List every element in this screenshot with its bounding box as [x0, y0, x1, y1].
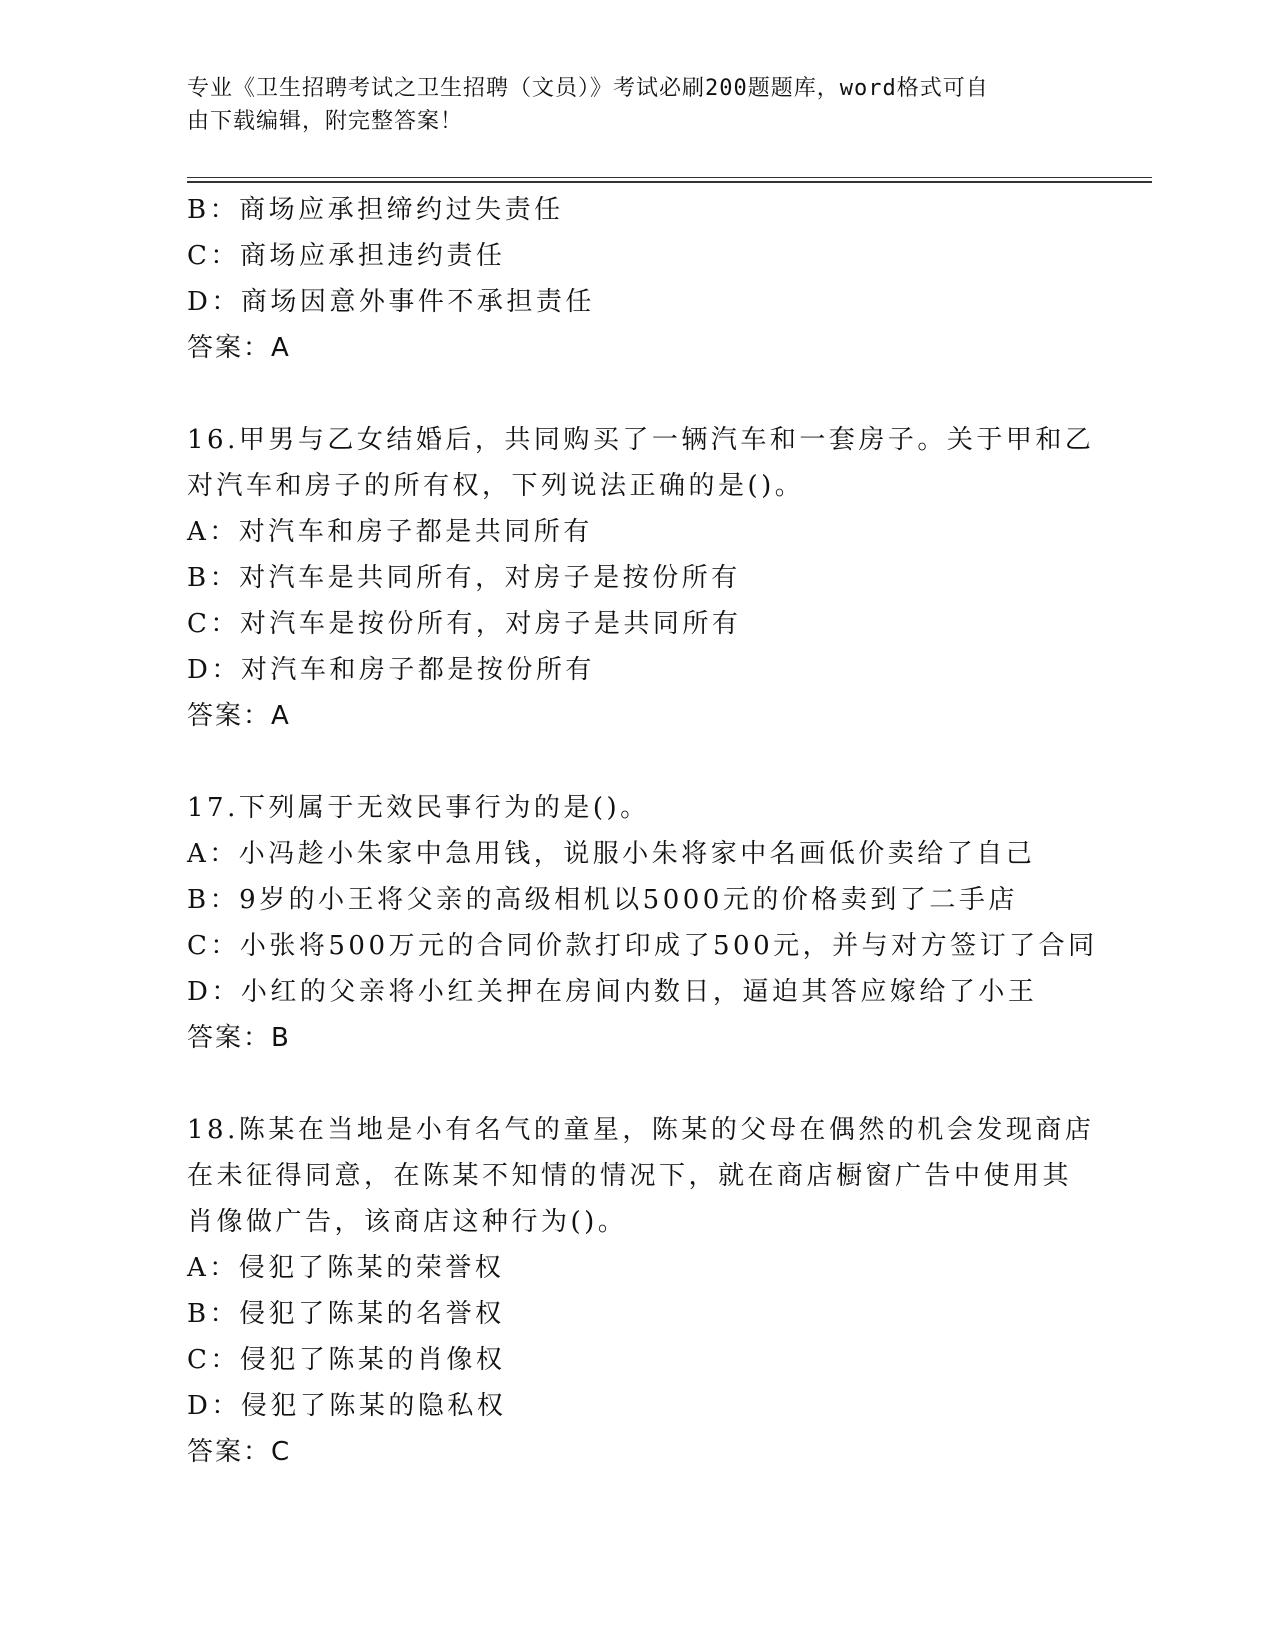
question-stem-line: 18.陈某在当地是小有名气的童星，陈某的父母在偶然的机会发现商店: [187, 1115, 1095, 1145]
answer-line: 答案：A: [187, 701, 291, 731]
question-stem-line: 17.下列属于无效民事行为的是()。: [187, 793, 650, 823]
header-line-2: 由下载编辑，附完整答案！: [187, 109, 464, 134]
option-c: C：商场应承担违约责任: [187, 241, 506, 271]
option-a: A：对汽车和房子都是共同所有: [187, 517, 593, 547]
option-b: B：9岁的小王将父亲的高级相机以5000元的价格卖到了二手店: [187, 885, 1018, 915]
question-stem-line: 对汽车和房子的所有权，下列说法正确的是()。: [187, 471, 805, 501]
header-line-1: 专业《卫生招聘考试之卫生招聘（文员）》考试必刷200题题库，word格式可自: [187, 76, 989, 101]
option-a: A：小冯趁小朱家中急用钱，说服小朱将家中名画低价卖给了自己: [187, 839, 1036, 869]
spacer: [187, 371, 1092, 417]
option-c: C：对汽车是按份所有，对房子是共同所有: [187, 609, 742, 639]
option-b: B：侵犯了陈某的名誉权: [187, 1299, 505, 1329]
option-d: D：小红的父亲将小红关押在房间内数日，逼迫其答应嫁给了小王: [187, 977, 1038, 1007]
spacer: [187, 739, 1092, 785]
question-list: [187, 187, 1098, 1475]
answer-line: 答案：C: [187, 1437, 292, 1467]
option-d: D：侵犯了陈某的隐私权: [187, 1391, 507, 1421]
option-d: D：对汽车和房子都是按份所有: [187, 655, 595, 685]
question-17: [187, 785, 1098, 1061]
question-stem-line: 在未征得同意，在陈某不知情的情况下，就在商店橱窗广告中使用其: [187, 1161, 1073, 1191]
document-header: [187, 72, 1067, 138]
question-16: [187, 417, 1095, 739]
header-divider-thin: [187, 177, 1152, 178]
header-divider-thick: [187, 181, 1152, 183]
option-b: B：对汽车是共同所有，对房子是按份所有: [187, 563, 741, 593]
question-stem-line: 肖像做广告，该商店这种行为()。: [187, 1207, 628, 1237]
answer-line: 答案：A: [187, 333, 291, 363]
answer-line: 答案：B: [187, 1023, 291, 1053]
option-b: B：商场应承担缔约过失责任: [187, 195, 564, 225]
option-c: C：小张将500万元的合同价款打印成了500元，并与对方签订了合同: [187, 931, 1098, 961]
option-d: D：商场因意外事件不承担责任: [187, 287, 595, 317]
option-c: C：侵犯了陈某的肖像权: [187, 1345, 506, 1375]
question-15-tail: [187, 187, 1092, 371]
question-18: [187, 1107, 1095, 1475]
spacer: [187, 1061, 1092, 1107]
question-stem-line: 16.甲男与乙女结婚后，共同购买了一辆汽车和一套房子。关于甲和乙: [187, 425, 1095, 455]
option-a: A：侵犯了陈某的荣誉权: [187, 1253, 505, 1283]
